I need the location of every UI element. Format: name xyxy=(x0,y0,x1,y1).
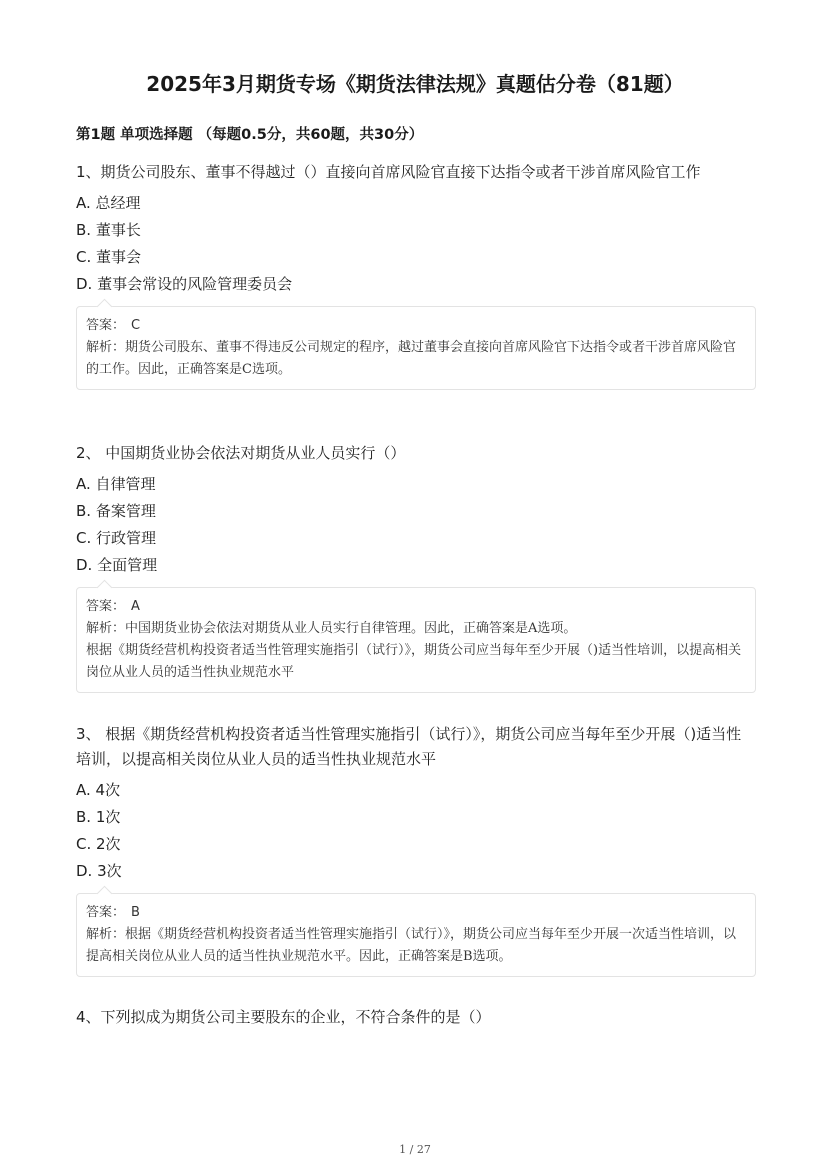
analysis-text: 解析：中国期货业协会依法对期货从业人员实行自律管理。因此，正确答案是A选项。 xyxy=(86,621,577,636)
option-b: B. 备案管理 xyxy=(76,502,156,520)
answer-line xyxy=(86,596,745,618)
analysis-text: 解析：根据《期货经营机构投资者适当性管理实施指引（试行）》，期货公司应当每年至少开展一次适当性培训，以提高相关岗位从业人员的适当性执业规范水平。因此，正确答案是B选项。 xyxy=(86,927,737,964)
question-1 xyxy=(76,160,756,390)
answer-box xyxy=(76,306,756,390)
answer-line xyxy=(86,315,745,337)
answer-value: A xyxy=(131,599,140,614)
answer-label: 答案： xyxy=(86,318,126,333)
question-2 xyxy=(76,441,756,693)
question-4 xyxy=(76,1005,756,1030)
answer-line xyxy=(86,902,745,924)
option-a: A. 自律管理 xyxy=(76,475,156,493)
question-text: 4、下列拟成为期货公司主要股东的企业，不符合条件的是（） xyxy=(76,1008,491,1026)
question-text: 2、 中国期货业协会依法对期货从业人员实行（） xyxy=(76,444,406,462)
analysis-text: 解析：期货公司股东、董事不得违反公司规定的程序，越过董事会直接向首席风险官下达指令或者干涉首席风险官的工作。因此，正确答案是C选项。 xyxy=(86,340,737,377)
question-text: 3、 根据《期货经营机构投资者适当性管理实施指引（试行）》，期货公司应当每年至少开展（)适当性培训，以提高相关岗位从业人员的适当性执业规范水平 xyxy=(76,725,742,768)
answer-label: 答案： xyxy=(86,599,126,614)
option-list xyxy=(76,471,756,579)
option-list xyxy=(76,190,756,298)
option-a: A. 4次 xyxy=(76,781,121,799)
option-d: D. 董事会常设的风险管理委员会 xyxy=(76,275,293,293)
option-b: B. 1次 xyxy=(76,808,121,826)
option-c: C. 董事会 xyxy=(76,248,142,266)
answer-box xyxy=(76,893,756,977)
answer-label: 答案： xyxy=(86,905,126,920)
option-list xyxy=(76,777,756,885)
question-text: 1、期货公司股东、董事不得越过（）直接向首席风险官直接下达指令或者干涉首席风险官工作 xyxy=(76,163,701,181)
section-heading: 第1题 单项选择题 （每题0.5分，共60题，共30分） xyxy=(76,127,424,143)
answer-value: C xyxy=(131,318,141,333)
page-indicator: 1 / 27 xyxy=(399,1143,431,1156)
document-title: 2025年3月期货专场《期货法律法规》真题估分卷（81题） xyxy=(146,72,684,96)
option-d: D. 3次 xyxy=(76,862,122,880)
answer-box xyxy=(76,587,756,693)
question-3 xyxy=(76,722,756,977)
option-b: B. 董事长 xyxy=(76,221,141,239)
option-c: C. 行政管理 xyxy=(76,529,157,547)
analysis-text: 根据《期货经营机构投资者适当性管理实施指引（试行）》，期货公司应当每年至少开展（)适当性培训，以提高相关岗位从业人员的适当性执业规范水平 xyxy=(86,643,742,680)
option-d: D. 全面管理 xyxy=(76,556,158,574)
option-a: A. 总经理 xyxy=(76,194,141,212)
option-c: C. 2次 xyxy=(76,835,121,853)
answer-value: B xyxy=(131,905,140,920)
